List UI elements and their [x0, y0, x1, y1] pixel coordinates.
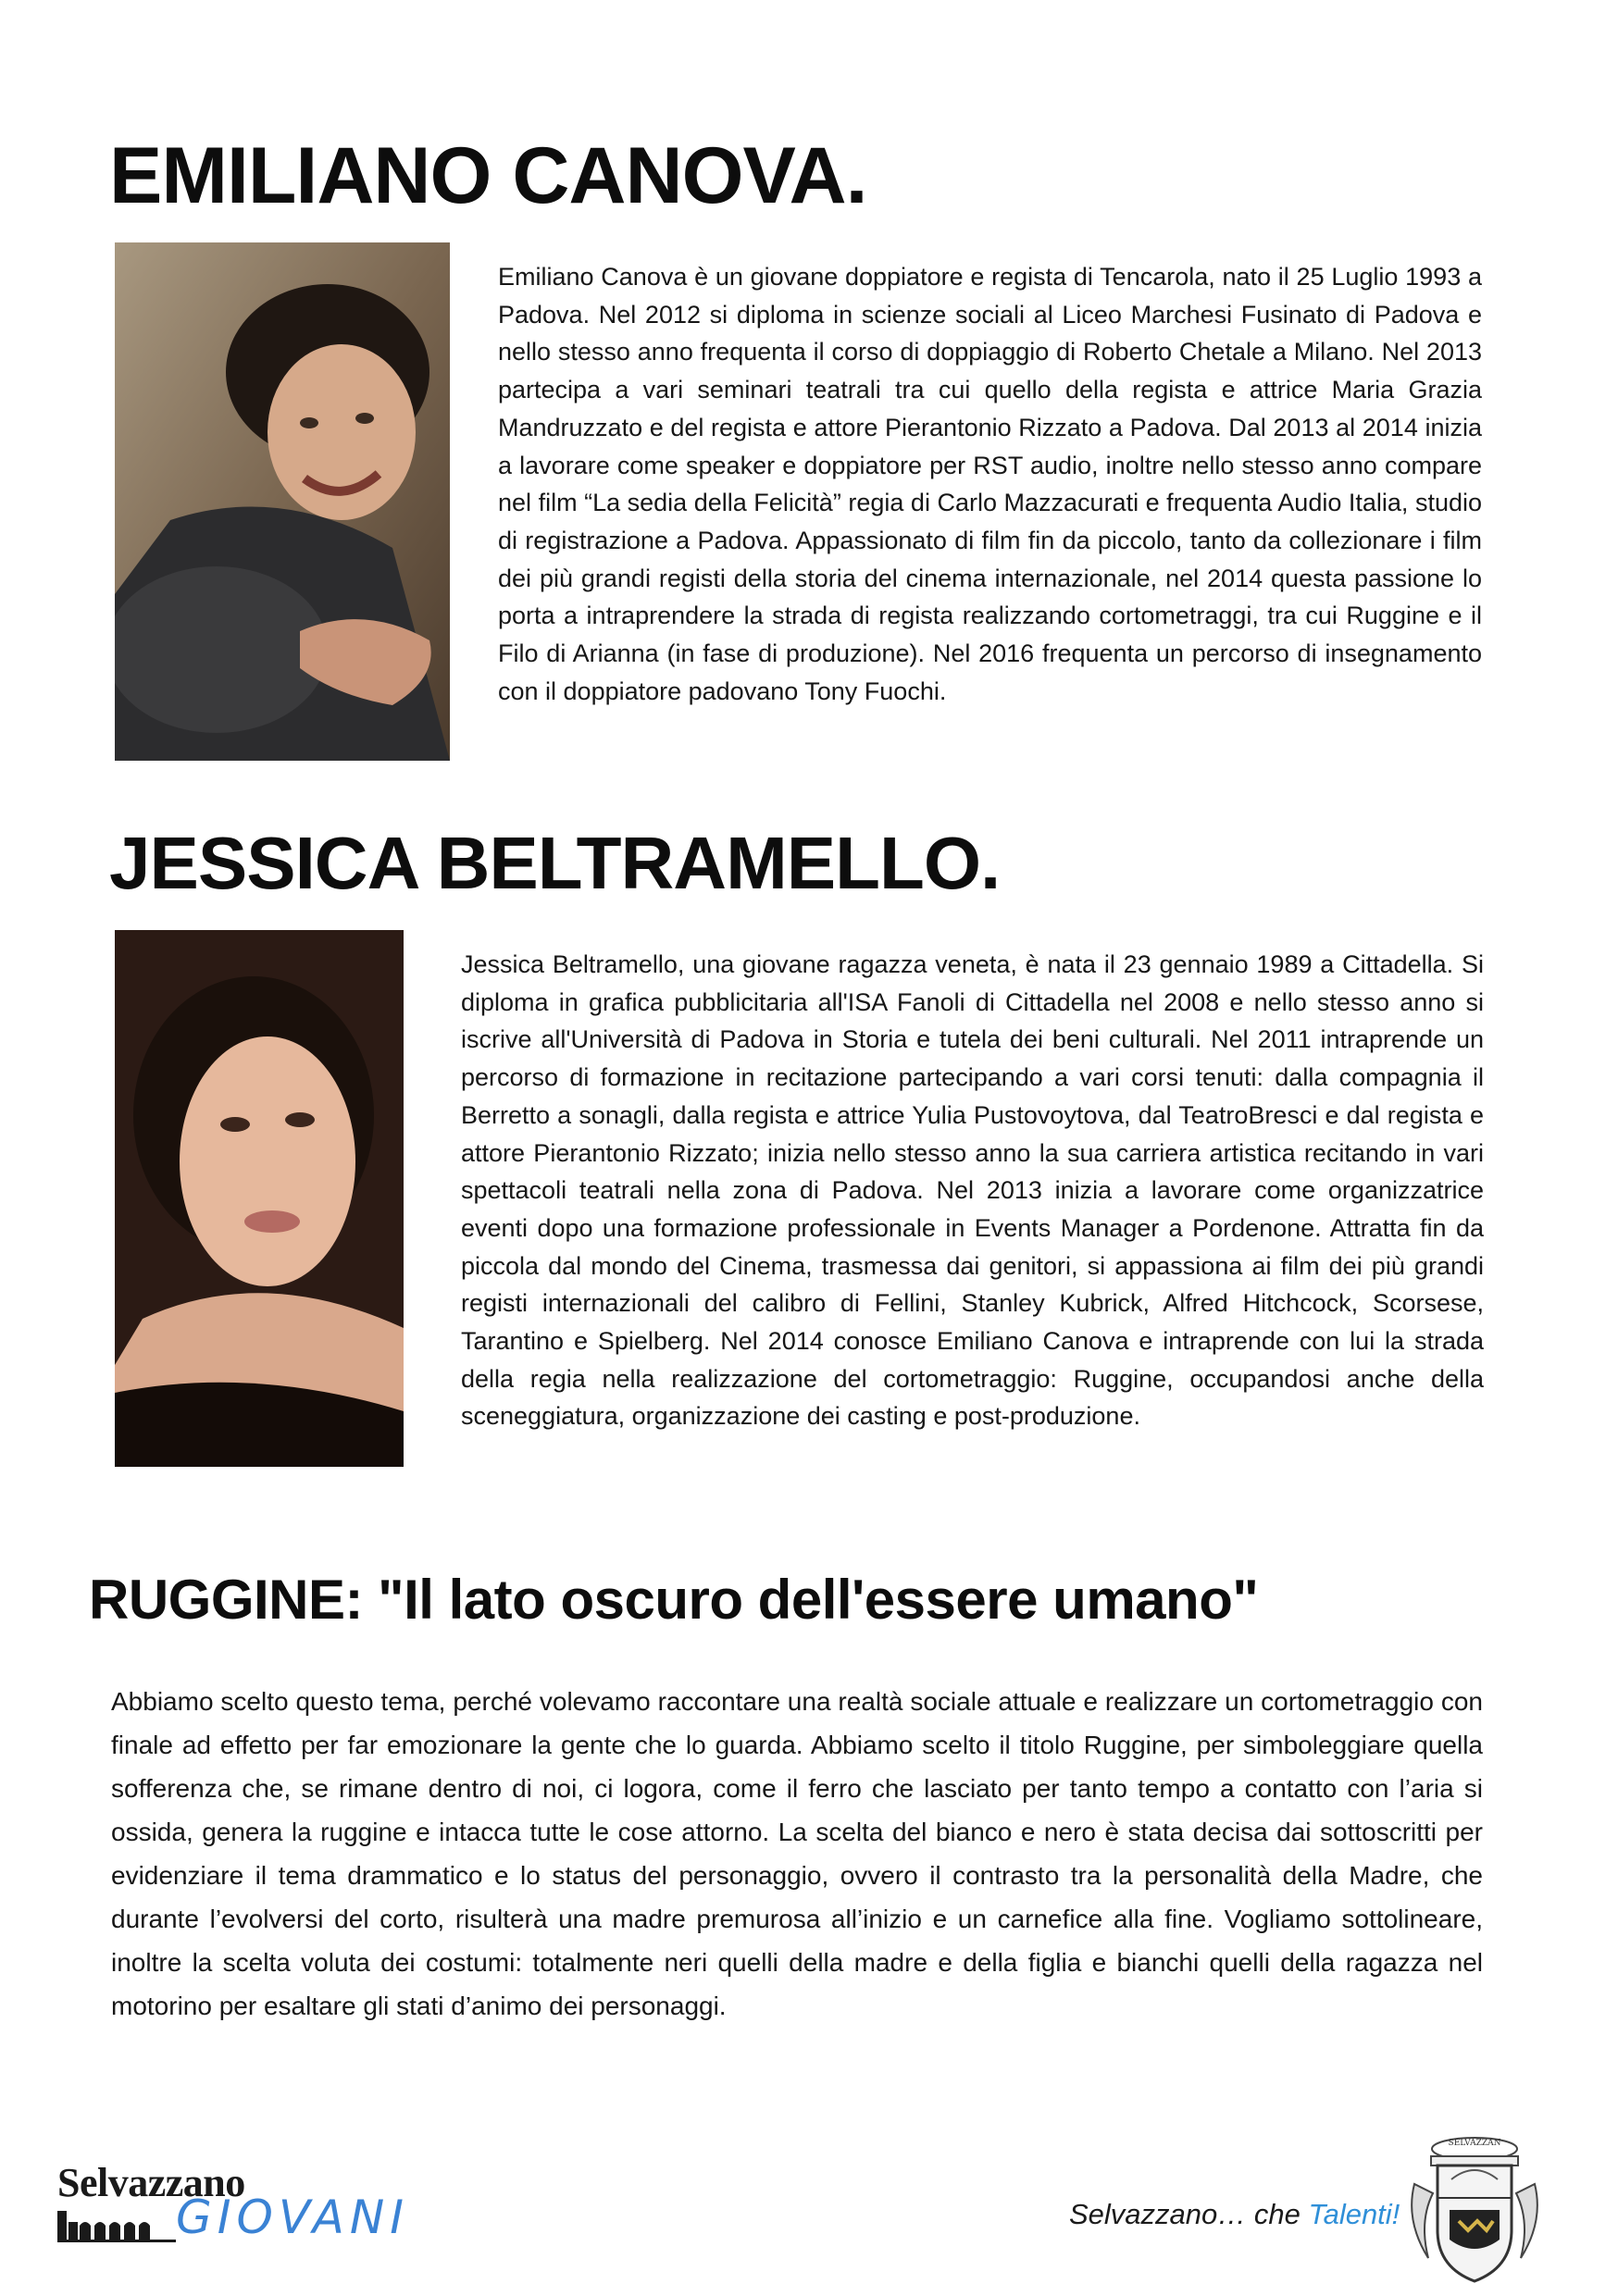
ruggine-heading: RUGGINE: "Il lato oscuro dell'essere umano" [89, 1569, 1259, 1631]
crest-label: SELVAZZAN [1448, 2139, 1501, 2148]
slogan-prefix: Selvazzano… che [1069, 2198, 1309, 2230]
beltramello-heading: JESSICA BELTRAMELLO. [109, 822, 1001, 904]
canova-heading: EMILIANO CANOVA. [109, 131, 867, 220]
slogan-accent: Talenti! [1308, 2198, 1400, 2230]
beltramello-biography: Jessica Beltramello, una giovane ragazza veneta, è nata il 23 gennaio 1989 a Cittadella. Si diploma in grafica pubblicitaria all'ISA Fanoli di Cittadella nel 2008 e nello stesso anno si iscrive all'Università di Padova in Storia e tutela dei beni culturali. Nel 2011 intraprende un percorso di formazione in recitazione partecipando a vari corsi tenuti: dalla compagnia il Berretto a sonagli, dalla regista e attrice Yulia Pustovoytova, dal TeatroBresci e dal regista e attore Pierantonio Rizzato; inizia nello stesso anno la sua carriera artistica recitando in vari spettacoli teatrali nella zona di Padova. Nel 2013 inizia a lavorare come organizzatrice eventi dopo una formazione professionale in Events Manager a Pordenone. Attratta fin da piccola dal mondo del Cinema, trasmessa dai genitori, si appassiona ai film dei più grandi registi internazionali del calibro di Fellini, Stanley Kubrick, Alfred Hitchcock, Scorsese, Tarantino e Spielberg. Nel 2014 conosce Emiliano Canova e intraprende con lui la strada della regia nella realizzazione del cortometraggio: Ruggine, occupandosi anche della sceneggiatura, organizzazione dei casting e post-produzione. [461, 950, 1484, 1431]
selvazzano-giovani-logo [56, 2161, 426, 2244]
ruggine-description: Abbiamo scelto questo tema, perché volevamo raccontare una realtà sociale attuale e realizzare un cortometraggio con finale ad effetto per far emozionare la gente che lo guarda. Abbiamo scelto il titolo Ruggine, per simboleggiare quella sofferenza che, se rimane dentro di noi, ci logora, come il ferro che lasciato per tanto tempo a contatto con l’aria si ossida, genera la ruggine e intacca tutte le cose attorno. La scelta del bianco e nero è stata decisa dai sottoscritti per evidenziare il tema drammatico e lo status del personaggio, ovvero il contrasto tra la personalità della Madre, che durante l’evolversi del corto, risulterà una madre premurosa all’inizio e un carnefice alla fine. Vogliamo sottolineare, inoltre la scelta voluta dei costumi: totalmente neri quelli della madre e della figlia e bianchi quelli della ragazza nel motorino per esaltare gli stati d’animo dei personaggi. [111, 1687, 1483, 2020]
canova-biography: Emiliano Canova è un giovane doppiatore e regista di Tencarola, nato il 25 Luglio 1993 a Padova. Nel 2012 si diploma in scienze sociali al Liceo Marchesi Fusinato di Padova e nello stesso anno frequenta il corso di doppiaggio di Roberto Chetale a Milano. Nel 2013 partecipa a vari seminari teatrali tra cui quello della regista e attrice Maria Grazia Mandruzzato e del regista e attore Pierantonio Rizzato a Padova. Dal 2013 al 2014 inizia a lavorare come speaker e doppiatore per RST audio, inoltre nello stesso anno compare nel film “La sedia della Felicità” regia di Carlo Mazzacurati e frequenta Audio Italia, studio di registrazione a Padova. Appassionato di film fin da piccolo, tanto da collezionare i film dei più grandi registi della storia del cinema internazionale, nel 2014 questa passione lo porta a intraprendere la strada di regista realizzando cortometraggi, tra cui Ruggine e il Filo di Arianna (in fase di produzione). Nel 2016 frequenta un percorso di insegnamento con il doppiatore padovano Tony Fuochi. [498, 263, 1482, 705]
beltramello-photo [115, 930, 404, 1467]
municipal-coat-of-arms-icon [1405, 2128, 1544, 2290]
logo-sub: GIOVANI [176, 2191, 410, 2244]
canova-photo [115, 242, 450, 761]
logo-word: Selvazzano [57, 2160, 245, 2205]
town-skyline-icon [57, 2205, 178, 2242]
footer-slogan [1069, 2198, 1400, 2231]
